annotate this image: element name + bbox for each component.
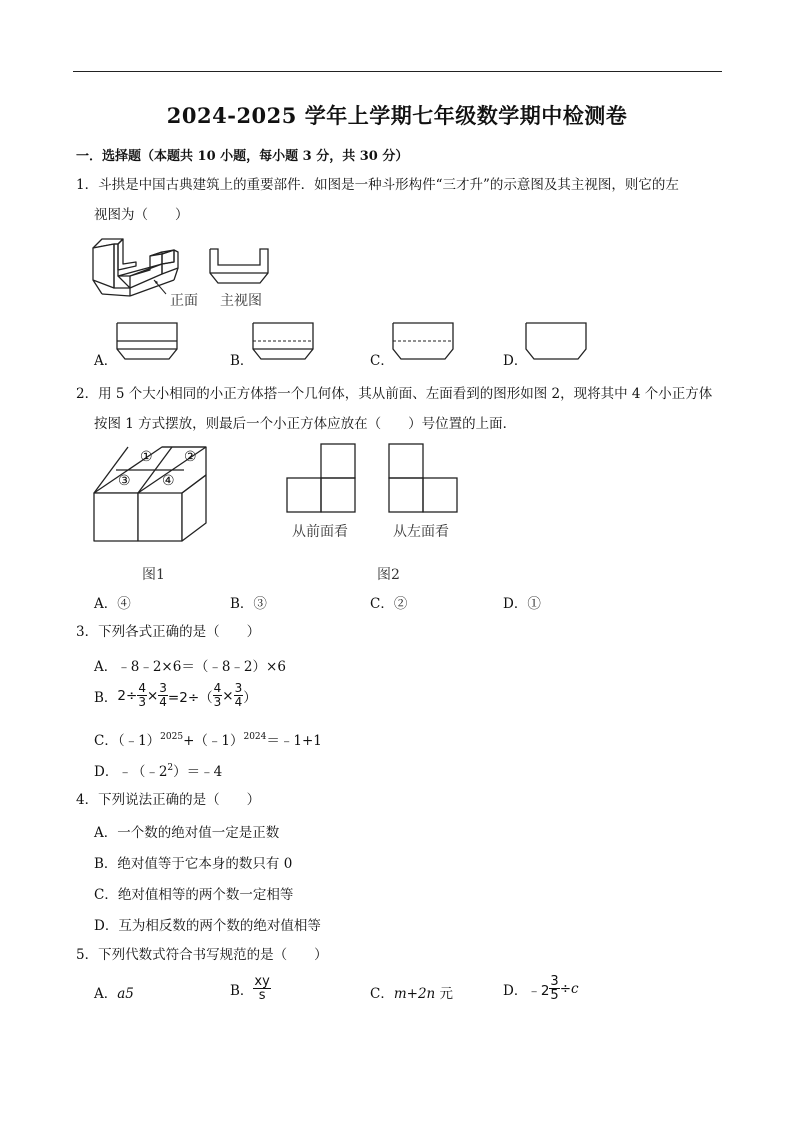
q3-b-frac-4: $\frac{3}{4}$ bbox=[234, 681, 243, 709]
cube-position-1: ① bbox=[140, 449, 153, 465]
q2-front-view-label: 从前面看 bbox=[292, 524, 348, 540]
cube-position-3: ③ bbox=[118, 473, 131, 489]
q3-option-b[interactable] bbox=[94, 682, 257, 709]
q1-option-d-label[interactable]: D． bbox=[503, 353, 528, 369]
q1-main-view-label: 主视图 bbox=[220, 293, 262, 309]
q1-option-a-label[interactable]: A． bbox=[94, 353, 118, 369]
q4-option-a[interactable]: A．一个数的绝对值一定是正数 bbox=[94, 825, 280, 841]
q1-option-a-figure bbox=[115, 321, 179, 361]
q5-option-c[interactable]: C．m+2n 元 bbox=[370, 986, 454, 1002]
q2-option-a[interactable]: A．④ bbox=[94, 596, 131, 612]
q2-option-d[interactable]: D．① bbox=[503, 596, 541, 612]
q2-left-view-label: 从左面看 bbox=[393, 524, 449, 540]
q3-option-b-label: B． bbox=[94, 689, 118, 706]
q4-stem: 4．下列说法正确的是（ ） bbox=[76, 792, 261, 808]
q1-stem-line2: 视图为（ ） bbox=[94, 207, 189, 223]
q1-option-b-figure bbox=[251, 321, 315, 361]
q3-stem: 3．下列各式正确的是（ ） bbox=[76, 624, 261, 640]
q1-stem-line1: 1．斗拱是中国古典建筑上的重要部件．如图是一种斗形构件“三才升”的示意图及其主视图，则它的左 bbox=[76, 177, 679, 193]
q3-b-frac-2: $\frac{3}{4}$ bbox=[159, 681, 167, 709]
q5-option-a[interactable]: A．a5 bbox=[94, 986, 134, 1002]
cube-position-2: ② bbox=[184, 449, 197, 465]
q3-option-d[interactable]: D．$﹣(﹣2^2)=﹣4$ bbox=[94, 763, 223, 780]
q5-option-b[interactable]: B． $\frac{xy}{s}$ bbox=[230, 974, 270, 1003]
q3-b-text-2: =2÷（ bbox=[167, 689, 213, 706]
q4-option-b[interactable]: B．绝对值等于它本身的数只有 0 bbox=[94, 856, 293, 872]
q4-option-d[interactable]: D．互为相反数的两个数的绝对值相等 bbox=[94, 918, 321, 934]
q2-left-view-figure bbox=[388, 442, 460, 514]
q3-b-text: 2÷ bbox=[117, 687, 138, 704]
cube-position-4: ④ bbox=[162, 473, 175, 489]
q3-b-frac-3: $\frac{4}{3}$ bbox=[213, 681, 222, 709]
q4-option-c[interactable]: C．绝对值相等的两个数一定相等 bbox=[94, 887, 294, 903]
q1-option-b-label[interactable]: B． bbox=[230, 353, 254, 369]
q5-b-fraction: $\frac{xy}{s}$ bbox=[254, 974, 270, 1003]
q3-b-frac-1: $\frac{4}{3}$ bbox=[138, 681, 146, 709]
q2-stem-line1: 2．用 5 个大小相同的小正方体搭一个几何体，其从前面、左面看到的图形如图 2，现将其中 4 个小正方体 bbox=[76, 386, 713, 402]
header-rule bbox=[73, 71, 722, 72]
q3-option-c[interactable]: C．（﹣1）$^{2025}$+（﹣1）$^{2024}$＝﹣1+1 bbox=[94, 732, 322, 749]
q5-stem: 5．下列代数式符合书写规范的是（ ） bbox=[76, 947, 328, 963]
q3-b-times: × bbox=[146, 687, 159, 704]
section-title: 一．选择题（本题共 10 小题，每小题 3 分，共 30 分） bbox=[76, 149, 409, 164]
q3-b-close-paren: ） bbox=[243, 689, 257, 706]
q3-b-times-2: × bbox=[222, 687, 234, 704]
q5-option-d[interactable]: D． ﹣2 $\frac{3}{5}$ ÷c bbox=[503, 974, 579, 1003]
q2-option-b[interactable]: B．③ bbox=[230, 596, 267, 612]
q1-option-c-label[interactable]: C． bbox=[370, 353, 394, 369]
q1-front-label: 正面 bbox=[170, 293, 198, 309]
q3-option-a[interactable]: A．﹣8﹣2×6＝（﹣8﹣2）×6 bbox=[94, 659, 286, 675]
q2-stem-line2: 按图 1 方式摆放，则最后一个小正方体应放在（ ）号位置的上面． bbox=[94, 416, 517, 432]
q2-fig2-caption: 图2 bbox=[377, 567, 400, 583]
page-title: 2024-2025 学年上学期七年级数学期中检测卷 bbox=[166, 103, 628, 128]
q2-front-view-figure bbox=[286, 442, 358, 514]
q1-option-d-figure bbox=[524, 321, 588, 361]
q5-d-fraction: $\frac{3}{5}$ bbox=[550, 974, 559, 1003]
q2-option-c[interactable]: C．② bbox=[370, 596, 408, 612]
q1-main-view-figure bbox=[208, 247, 270, 287]
q1-option-c-figure bbox=[391, 321, 455, 361]
q2-fig1-caption: 图1 bbox=[142, 567, 165, 583]
